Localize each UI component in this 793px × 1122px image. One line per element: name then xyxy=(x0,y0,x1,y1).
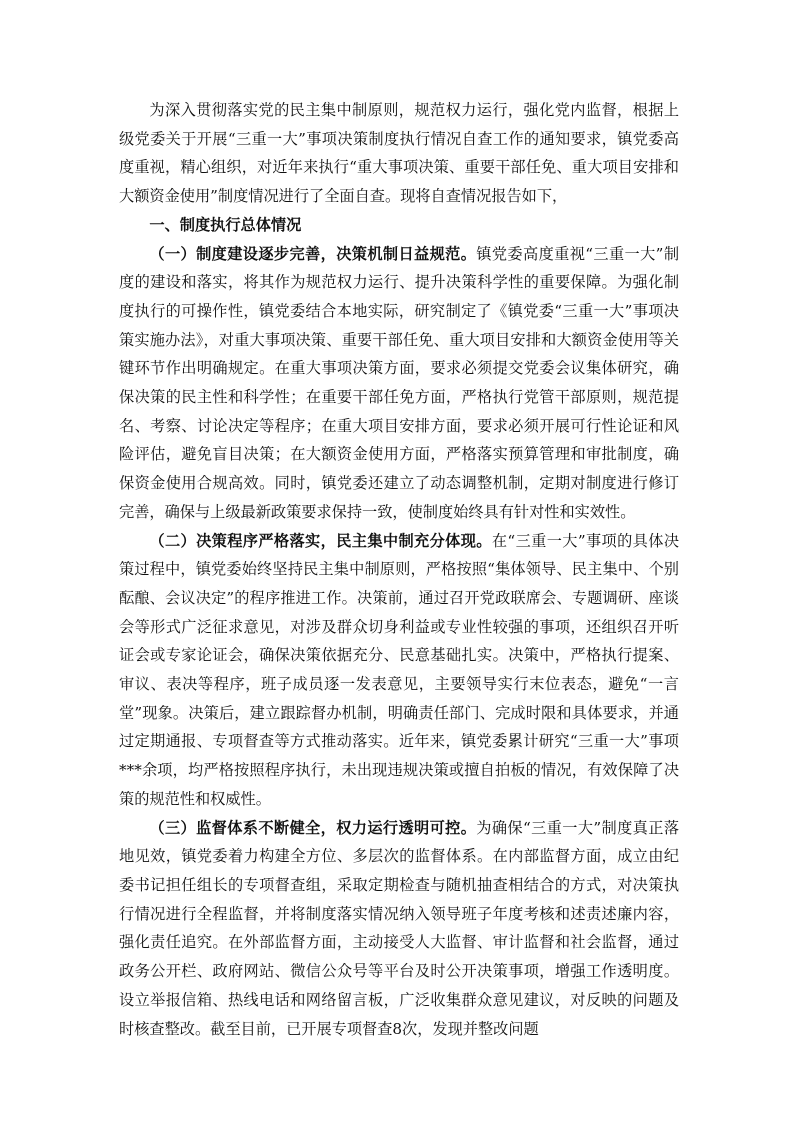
document-body xyxy=(119,96,679,1043)
body-paragraph-2 xyxy=(119,527,679,814)
paragraph-text: 在“三重一大”事项的具体决策过程中，镇党委始终坚持民主集中制原则，严格按照“集体领导、民主集中、个别酝酿、会议决定”的程序推进工作。决策前，通过召开党政联席会、专题调研、座谈会等形式广泛征求意见，对涉及群众切身利益或专业性较强的事项，还组织召开听证会或专家论证会，确保决策依据充分、民意基础扎实。决策中，严格执行提案、审议、表决等程序，班子成员逐一发表意见，主要领导实行末位表态，避免“一言堂”现象。决策后，建立跟踪督办机制，明确责任部门、完成时限和具体要求，并通过定期通报、专项督查等方式推动落实。近年来，镇党委累计研究“三重一大”事项***余项，均严格按照程序执行，未出现违规决策或擅自拍板的情况，有效保障了决策的规范性和权威性。 xyxy=(119,531,680,808)
paragraph-lead: （三）监督体系不断健全，权力运行透明可控。 xyxy=(149,818,477,837)
body-paragraph-3 xyxy=(119,814,679,1044)
paragraph-text: 为确保“三重一大”制度真正落地见效，镇党委着力构建全方位、多层次的监督体系。在内部监督方面，成立由纪委书记担任组长的专项督查组，采取定期检查与随机抽查相结合的方式，对决策执行情况进行全程监督，并将制度落实情况纳入领导班子年度考核和述责述廉内容，强化责任追究。在外部监督方面，主动接受人大监督、审计监督和社会监督，通过政务公开栏、政府网站、微信公众号等平台及时公开决策事项，增强工作透明度。设立举报信箱、热线电话和网络留言板，广泛收集群众意见建议，对反映的问题及时核查整改。截至目前，已开展专项督查8次，发现并整改问题 xyxy=(119,818,680,1038)
paragraph-text: 镇党委高度重视“三重一大”制度的建设和落实，将其作为规范权力运行、提升决策科学性的重要保障。为强化制度执行的可操作性，镇党委结合本地实际，研究制定了《镇党委“三重一大”事项决策实施办法》，对重大事项决策、重要干部任免、重大项目安排和大额资金使用等关键环节作出明确规定。在重大事项决策方面，要求必须提交党委会议集体研究，确保决策的民主性和科学性；在重要干部任免方面，严格执行党管干部原则，规范提名、考察、讨论决定等程序；在重大项目安排方面，要求必须开展可行性论证和风险评估，避免盲目决策；在大额资金使用方面，严格落实预算管理和审批制度，确保资金使用合规高效。同时，镇党委还建立了动态调整机制，定期对制度进行修订完善，确保与上级最新政策要求保持一致，使制度始终具有针对性和实效性。 xyxy=(119,244,680,521)
paragraph-lead: （一）制度建设逐步完善，决策机制日益规范。 xyxy=(149,244,477,263)
intro-paragraph: 为深入贯彻落实党的民主集中制原则，规范权力运行，强化党内监督，根据上级党委关于开展“三重一大”事项决策制度执行情况自查工作的通知要求，镇党委高度重视，精心组织，对近年来执行“重大事项决策、重要干部任免、重大项目安排和大额资金使用”制度情况进行了全面自查。现将自查情况报告如下， xyxy=(119,101,679,206)
paragraph-lead: （二）决策程序严格落实，民主集中制充分体现。 xyxy=(149,531,492,550)
body-paragraph-1 xyxy=(119,240,679,527)
section-heading: 一、制度执行总体情况 xyxy=(149,215,302,234)
